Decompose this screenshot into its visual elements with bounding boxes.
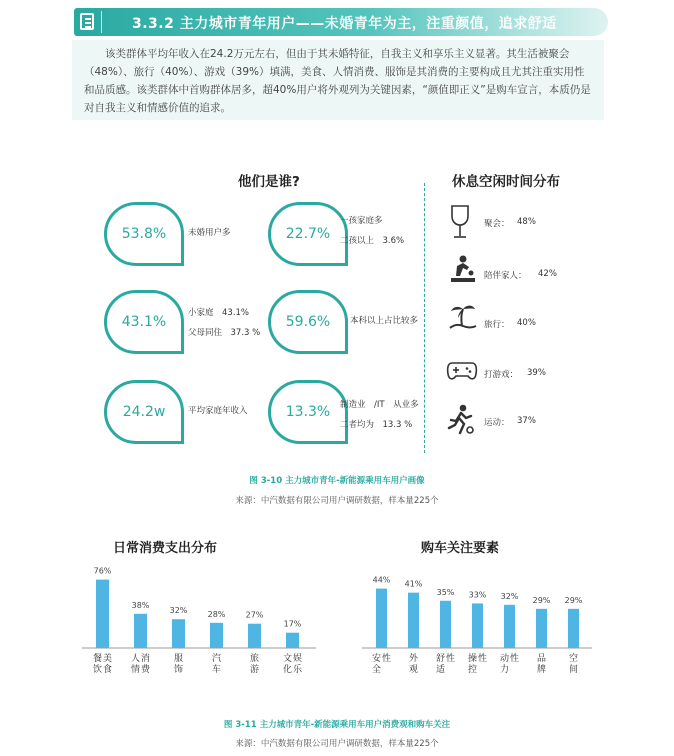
bar <box>376 589 387 648</box>
profile-label: 平均家庭年收入 <box>188 406 248 416</box>
category-label-char: 全 <box>371 665 382 675</box>
bar-value-label: 41% <box>404 579 423 589</box>
profile-label: 二孩以上 3.6% <box>340 236 405 246</box>
bar <box>248 624 261 648</box>
bar <box>440 601 451 648</box>
category-label-char: 游 <box>249 665 260 675</box>
bar-value-label: 76% <box>93 566 112 576</box>
category-label-char: 娱 <box>292 654 303 664</box>
section-title: 3.3.2 主力城市青年用户——未婚青年为主，注重颜值，追求舒适 <box>132 16 557 32</box>
profile-value: 13.3% <box>285 404 331 420</box>
category-label-char: 性 <box>445 654 456 664</box>
profile-value: 53.8% <box>121 226 167 242</box>
category-label-char: 性 <box>477 654 488 664</box>
category-label-char: 牌 <box>536 665 547 675</box>
category-label-char: 汽 <box>211 654 222 664</box>
bar <box>408 593 419 648</box>
leisure-label-travel: 旅行： <box>484 320 510 330</box>
profile-stat-bachelor <box>268 290 348 354</box>
figure-source-2: 来源：中汽数据有限公司用户调研数据，样本量225个 <box>235 739 439 749</box>
chart-title: 日常消费支出分布 <box>112 541 218 556</box>
bar-value-label: 27% <box>245 610 264 620</box>
category-label-char: 餐 <box>92 654 103 664</box>
chart-title: 购车关注要素 <box>420 541 500 556</box>
section-header <box>74 8 608 36</box>
category-label-char: 动 <box>499 654 510 664</box>
leisure-label-family: 陪伴家人： <box>484 271 527 281</box>
category-label-char: 饰 <box>173 665 184 675</box>
bar-value-label: 35% <box>436 587 455 597</box>
category-label-char: 安 <box>371 654 382 664</box>
category-label-char: 性 <box>509 654 520 664</box>
leisure-label-gaming: 打游戏： <box>484 370 519 380</box>
bar <box>536 609 547 648</box>
figure-caption-1: 图 3-10 主力城市青年-新能源乘用车用户画像 <box>249 476 425 486</box>
category-label-char: 舒 <box>435 654 446 664</box>
category-label-char: 美 <box>102 654 113 664</box>
category-label-char: 旅 <box>249 654 260 664</box>
bar-value-label: 33% <box>468 590 487 600</box>
leisure-pct-party: 48% <box>517 217 536 227</box>
leisure-pct-travel: 40% <box>517 318 536 328</box>
category-label-char: 性 <box>381 654 392 664</box>
profile-label: 未婚用户多 <box>188 228 231 238</box>
vertical-divider <box>424 183 425 453</box>
profile-value: 43.1% <box>121 314 167 330</box>
profile-label: 制造业 /IT 从业多 <box>340 400 419 410</box>
category-label-char: 化 <box>282 665 293 675</box>
category-label-char: 空 <box>568 654 579 664</box>
purchase-factors-chart <box>350 530 600 710</box>
daily-spending-chart <box>70 530 320 710</box>
figure-source-1: 来源：中汽数据有限公司用户调研数据，样本量225个 <box>235 496 439 506</box>
leisure-pct-sports: 37% <box>517 416 536 426</box>
category-label-char: 乐 <box>292 665 303 675</box>
category-label-char: 品 <box>536 654 547 664</box>
category-label-char: 情 <box>130 665 141 675</box>
document-icon <box>80 13 94 30</box>
profile-stat-unmarried <box>104 202 184 266</box>
category-label-char: 外 <box>408 654 419 664</box>
profile-stat-small-family <box>104 290 184 354</box>
bar <box>568 609 579 648</box>
who-title: 他们是谁? <box>238 174 300 190</box>
profile-label: 二者均为 13.3 % <box>340 420 413 430</box>
category-label-char: 控 <box>467 665 478 675</box>
profile-stat-one-child <box>268 202 348 266</box>
wine-glass-icon <box>448 204 472 240</box>
bar-value-label: 38% <box>131 600 150 610</box>
bar <box>210 623 223 648</box>
leisure-title: 休息空闲时间分布 <box>452 174 560 190</box>
bar-value-label: 29% <box>532 595 551 605</box>
runner-icon <box>446 404 476 436</box>
profile-stat-industry <box>268 380 348 444</box>
bar <box>96 580 109 648</box>
profile-label: 本科以上占比较多 <box>350 316 419 326</box>
bar <box>134 614 147 648</box>
intro-paragraph: 该类群体平均年收入在24.2万元左右，但由于其未婚特征，自我主义和享乐主义显著。其生活被聚会（48%）、旅行（40%）、游戏（39%）填满，美食、人情消费、服饰是其消费的主要构成且尤其注重实用性和品质感。该类群体中首购群体居多，超40%用户将外观列为关键因素，“颜值即正义”是购车宣言，本质仍是对自我主义和情感价值的追求。 <box>72 40 604 120</box>
figure-caption-2: 图 3-11 主力城市青年-新能源乘用车用户消费观和购车关注 <box>223 720 451 730</box>
bar-value-label: 32% <box>169 606 188 616</box>
category-label-char: 间 <box>568 665 579 675</box>
leisure-pct-gaming: 39% <box>527 368 546 378</box>
family-play-icon <box>448 254 478 284</box>
category-label-char: 饮 <box>92 665 103 675</box>
bar <box>504 605 515 648</box>
profile-value: 24.2w <box>122 404 166 420</box>
profile-label: 父母同住 37.3 % <box>188 328 261 338</box>
bar <box>286 633 299 648</box>
gamepad-icon <box>446 360 478 382</box>
category-label-char: 观 <box>408 665 419 675</box>
bar-value-label: 29% <box>564 595 583 605</box>
category-label-char: 消 <box>140 654 151 664</box>
category-label-char: 车 <box>211 665 222 675</box>
category-label-char: 人 <box>130 654 141 664</box>
leisure-label-party: 聚会： <box>484 219 510 229</box>
island-travel-icon <box>448 302 478 330</box>
leisure-pct-family: 42% <box>538 269 557 279</box>
profile-label: 一孩家庭多 <box>340 216 383 226</box>
leisure-label-sports: 运动： <box>484 418 510 428</box>
bar-value-label: 32% <box>500 591 519 601</box>
category-label-char: 力 <box>499 665 510 675</box>
bar <box>472 603 483 648</box>
bar-value-label: 17% <box>283 619 302 629</box>
bar-value-label: 28% <box>207 609 226 619</box>
category-label-char: 服 <box>173 654 184 664</box>
category-label-char: 费 <box>140 665 151 675</box>
profile-value: 22.7% <box>285 226 331 242</box>
category-label-char: 文 <box>282 654 293 664</box>
profile-label: 小家庭 43.1% <box>188 308 250 318</box>
bar-value-label: 44% <box>372 575 391 585</box>
profile-value: 59.6% <box>285 314 331 330</box>
profile-stat-income <box>104 380 184 444</box>
header-divider <box>101 11 102 33</box>
bar <box>172 619 185 648</box>
category-label-char: 适 <box>435 665 446 675</box>
category-label-char: 食 <box>102 665 113 675</box>
category-label-char: 操 <box>467 654 478 664</box>
